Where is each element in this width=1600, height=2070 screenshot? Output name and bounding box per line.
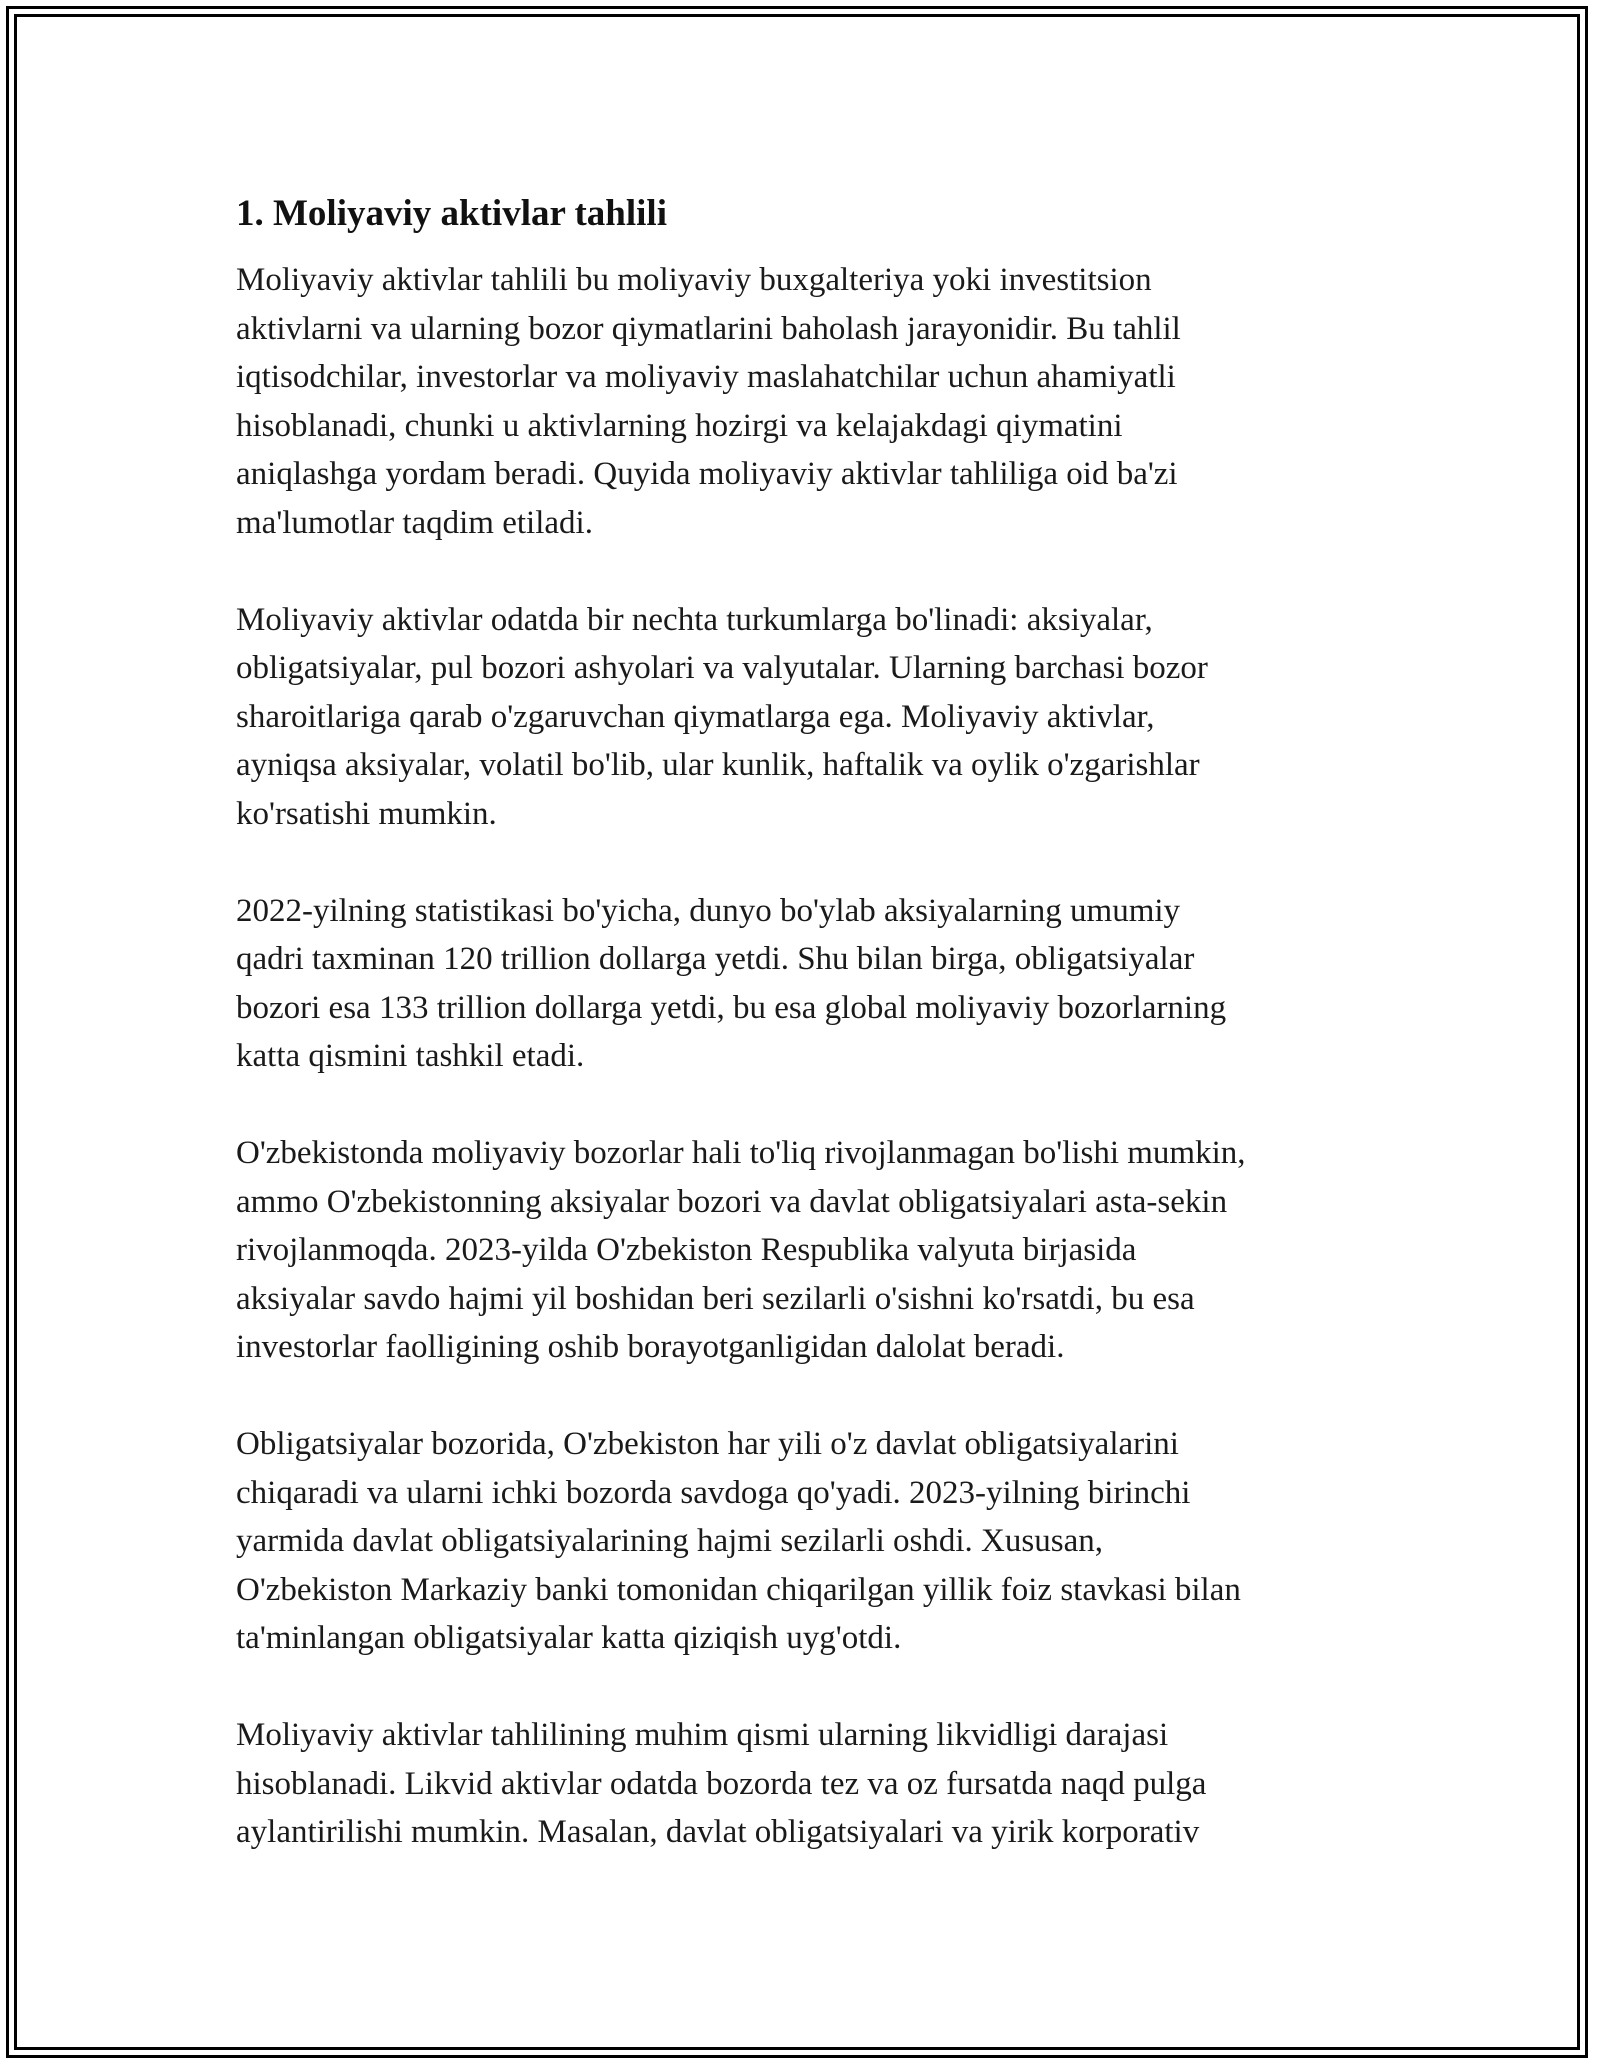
paragraph-line: O'zbekistonda moliyaviy bozorlar hali to'liq rivojlanmagan bo'lishi mumkin, — [236, 1135, 1246, 1171]
paragraph-line: katta qismini tashkil etadi. — [236, 1038, 585, 1074]
paragraph-line: ko'rsatishi mumkin. — [236, 795, 497, 832]
paragraph-line: hisoblanadi, chunki u aktivlarning hozirgi va kelajakdagi qiymatini — [236, 407, 1123, 444]
paragraph-line: yarmida davlat obligatsiyalarining hajmi sezilarli oshdi. Xususan, — [236, 1523, 1103, 1559]
paragraph — [236, 1711, 1386, 1857]
paragraph-line: ammo O'zbekistonning aksiyalar bozori va davlat obligatsiyalari asta-sekin — [236, 1183, 1228, 1220]
paragraph-line: hisoblanadi. Likvid aktivlar odatda bozorda tez va oz fursatda naqd pulga — [236, 1765, 1207, 1802]
paragraph-line: obligatsiyalar, pul bozori ashyolari va valyutalar. Ularning barchasi bozor — [236, 650, 1208, 686]
paragraph-line: iqtisodchilar, investorlar va moliyaviy maslahatchilar uchun ahamiyatli — [236, 359, 1176, 395]
paragraph-line: sharoitlariga qarab o'zgaruvchan qiymatlarga ega. Moliyaviy aktivlar, — [236, 698, 1155, 735]
paragraph — [236, 596, 1386, 839]
paragraph-line: aylantirilishi mumkin. Masalan, davlat obligatsiyalari va yirik korporativ — [236, 1814, 1200, 1850]
paragraph-line: bozori esa 133 trillion dollarga yetdi, bu esa global moliyaviy bozorlarning — [236, 989, 1227, 1026]
paragraph-line: qadri taxminan 120 trillion dollarga yetdi. Shu bilan birga, obligatsiyalar — [236, 941, 1195, 977]
document-body — [236, 188, 1386, 1905]
paragraph-line: Obligatsiyalar bozorida, O'zbekiston har yili o'z davlat obligatsiyalarini — [236, 1426, 1179, 1462]
paragraph-line: 2022-yilning statistikasi bo'yicha, dunyo bo'ylab aksiyalarning umumiy — [236, 892, 1181, 929]
paragraph — [236, 1129, 1386, 1372]
paragraph-line: ayniqsa aksiyalar, volatil bo'lib, ular kunlik, haftalik va oylik o'zgarishlar — [236, 747, 1200, 783]
section-title: 1. Moliyaviy aktivlar tahlili — [236, 193, 667, 234]
paragraph-line: rivojlanmoqda. 2023-yilda O'zbekiston Respublika valyuta birjasida — [236, 1232, 1137, 1268]
paragraph-line: aktivlarni va ularning bozor qiymatlarini baholash jarayonidir. Bu tahlil — [236, 310, 1181, 347]
paragraph-line: investorlar faolligining oshib borayotganligidan dalolat beradi. — [236, 1329, 1065, 1365]
paragraph-line: Moliyaviy aktivlar tahlili bu moliyaviy buxgalteriya yoki investitsion — [236, 262, 1152, 298]
paragraph-line: Moliyaviy aktivlar odatda bir nechta turkumlarga bo'linadi: aksiyalar, — [236, 601, 1153, 638]
paragraph — [236, 1420, 1386, 1663]
paragraph — [236, 256, 1386, 547]
paragraph-line: aksiyalar savdo hajmi yil boshidan beri sezilarli o'sishni ko'rsatdi, bu esa — [236, 1280, 1195, 1317]
paragraph-line: aniqlashga yordam beradi. Quyida moliyaviy aktivlar tahliliga oid ba'zi — [236, 456, 1178, 492]
paragraph-list — [236, 256, 1386, 1857]
paragraph-line: O'zbekiston Markaziy banki tomonidan chiqarilgan yillik foiz stavkasi bilan — [236, 1571, 1241, 1608]
paragraph-line: ta'minlangan obligatsiyalar katta qiziqish uyg'otdi. — [236, 1620, 902, 1656]
paragraph-line: chiqaradi va ularni ichki bozorda savdoga qo'yadi. 2023-yilning birinchi — [236, 1474, 1191, 1511]
paragraph — [236, 887, 1386, 1081]
paragraph-line: ma'lumotlar taqdim etiladi. — [236, 504, 593, 541]
paragraph-line: Moliyaviy aktivlar tahlilining muhim qismi ularning likvidligi darajasi — [236, 1717, 1169, 1753]
